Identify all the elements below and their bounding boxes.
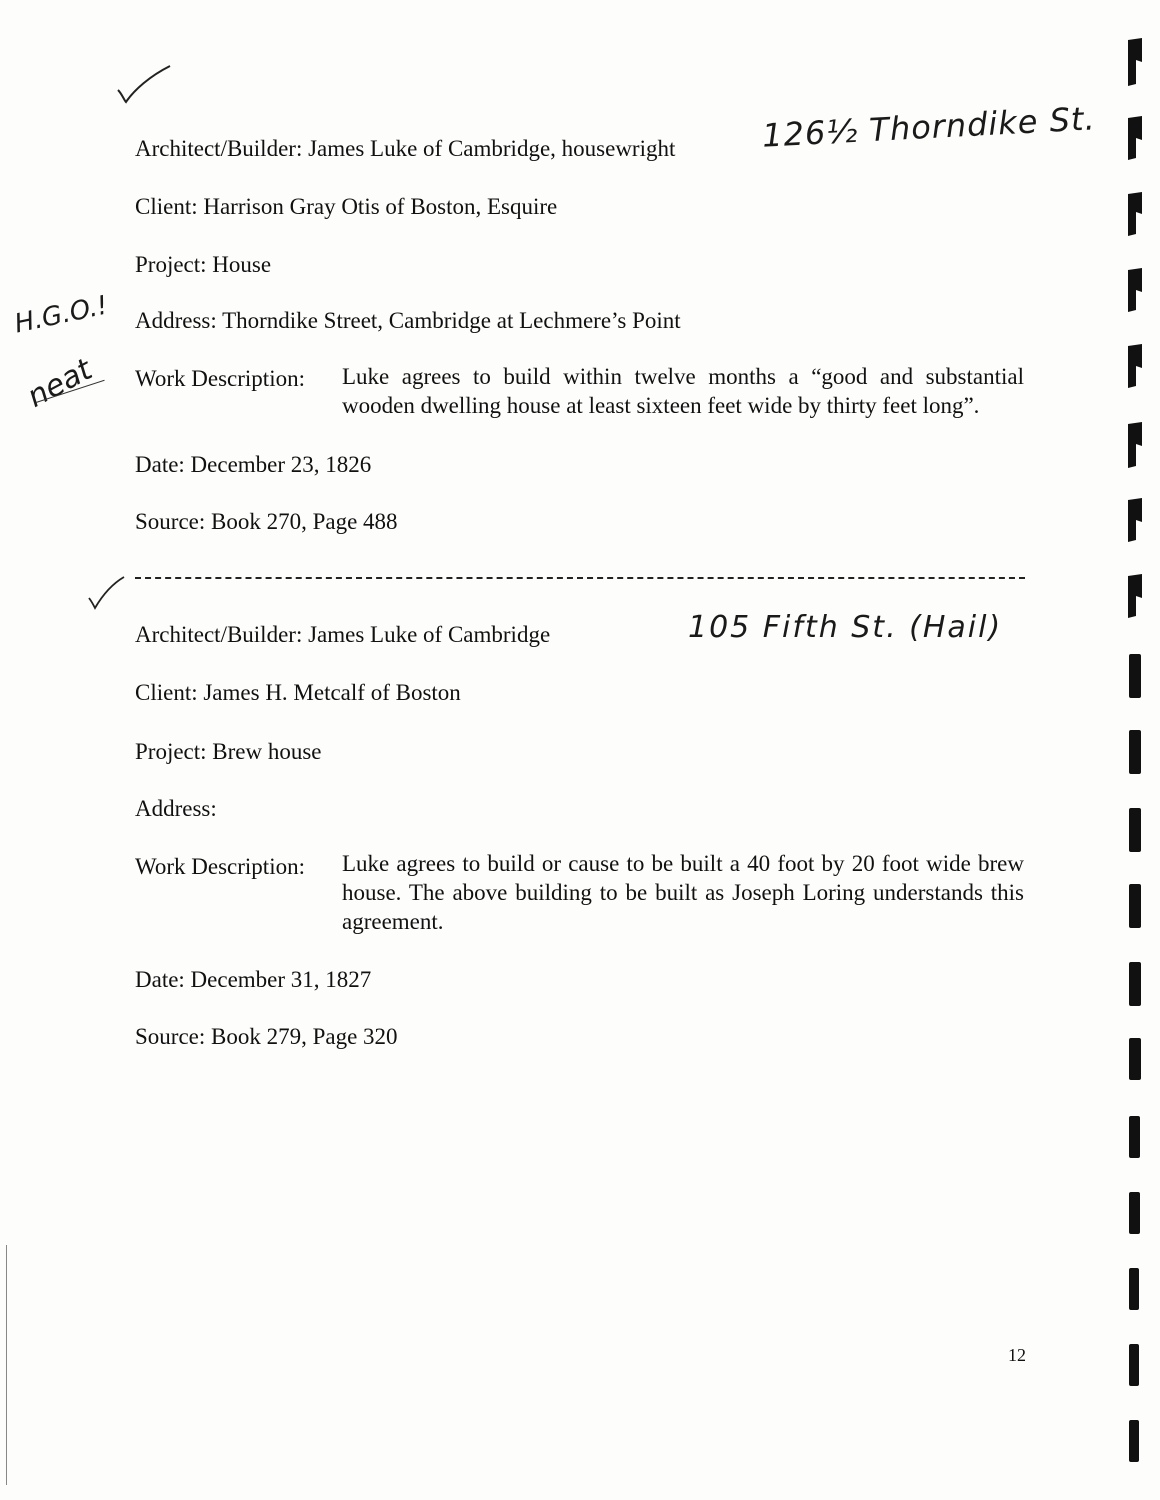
source-field: Source: Book 270, Page 488 <box>135 509 398 534</box>
work-description-label: Work Description: <box>135 854 305 879</box>
work-description-label: Work Description: <box>135 366 305 391</box>
handwritten-neat-note: neat <box>21 352 98 415</box>
address-field: Address: <box>135 796 217 821</box>
work-description-line: house. The above building to be built as Joseph Loring understands this <box>342 880 1024 905</box>
dashed-separator <box>135 577 1025 579</box>
architect-builder-field: Architect/Builder: James Luke of Cambridge <box>135 622 551 647</box>
checkmark-icon <box>114 64 174 106</box>
work-description-line: Luke agrees to build within twelve months a “good and substantial <box>342 364 1024 389</box>
work-description-line: wooden dwelling house at least sixteen feet wide by thirty feet long”. <box>342 393 980 418</box>
handwritten-address-note-1: 126½ Thorndike St. <box>761 99 1097 155</box>
client-field: Client: James H. Metcalf of Boston <box>135 680 461 705</box>
source-field: Source: Book 279, Page 320 <box>135 1024 398 1049</box>
project-field: Project: House <box>135 252 272 277</box>
address-field: Address: Thorndike Street, Cambridge at Lechmere’s Point <box>135 308 681 333</box>
architect-builder-field: Architect/Builder: James Luke of Cambridge, housewright <box>135 136 676 161</box>
scan-edge-line <box>6 1245 7 1485</box>
work-description-text <box>342 849 1024 936</box>
checkmark-icon <box>86 576 126 610</box>
work-description-text <box>342 362 1024 420</box>
date-field: Date: December 23, 1826 <box>135 452 372 477</box>
handwritten-address-note-2: 105 Fifth St. (Hail) <box>688 610 1003 645</box>
work-description-line: Luke agrees to build or cause to be built a 40 foot by 20 foot wide brew <box>342 851 1024 876</box>
project-field: Project: Brew house <box>135 739 322 764</box>
work-description-line: agreement. <box>342 909 444 934</box>
client-field: Client: Harrison Gray Otis of Boston, Esquire <box>135 194 558 219</box>
handwritten-initials-note: H.G.O.! <box>11 290 111 340</box>
date-field: Date: December 31, 1827 <box>135 967 372 992</box>
binding-holes <box>1120 0 1160 1500</box>
page-number: 12 <box>1008 1345 1026 1365</box>
